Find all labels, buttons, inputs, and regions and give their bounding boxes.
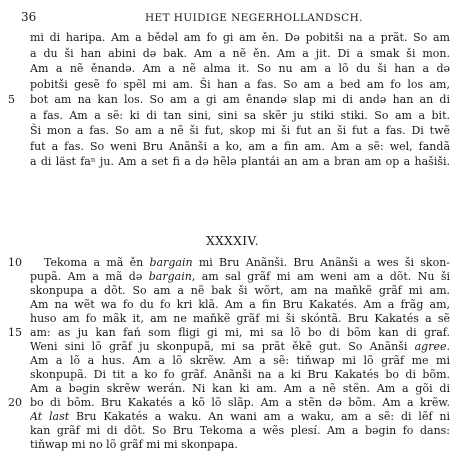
text-line: a du ši han abini də bak. Am a nẽ ěn. Am a jit. Di a smak ši mon. bbox=[30, 46, 450, 60]
text-line: Am na wẽt wa fo du fo kri klã. Am a fin Bru Kakatés. Am a frãg am, bbox=[30, 298, 450, 311]
running-head: HET HUIDIGE NEGERHOLLANDSCH. bbox=[145, 12, 363, 24]
page-number: 36 bbox=[21, 10, 37, 24]
text-line: Tekoma a mã ěn bargain mi Bru Anãnši. Bru Anãnši a wes ši skon- bbox=[44, 256, 450, 269]
text-line: Am a bəgin skrẽw werán. Ni kan ki am. Am a nẽ stẽn. Am a gõi di bbox=[30, 382, 450, 395]
text-line: bot am na kan los. So am a gi am ěnandə slap mi di andə han an di bbox=[30, 93, 450, 106]
section-heading: XXXXIV. bbox=[206, 234, 259, 248]
text-line: Ši mon a fas. So am a nẽ ši fut, skop mi ši fut an ši fut a fas. Di twẽ bbox=[30, 124, 450, 137]
line-number: 5 bbox=[8, 93, 15, 106]
text-line: tiňwap mi no lõ grãf mi mi skonpapa. bbox=[30, 438, 238, 451]
line-number: 10 bbox=[8, 256, 22, 269]
text-line: fut a fas. So weni Bru Anãnši a ko, am a fin am. Am a sẽ: wel, fandã bbox=[30, 139, 450, 153]
text-line: huso am fo mãk it, am ne maňkẽ grãf mi ši skóntã. Bru Kakatés a sẽ bbox=[30, 312, 450, 325]
line-number: 15 bbox=[8, 326, 22, 339]
text-line: kan grãf mi di dõt. So Bru Tekoma a wẽs plesí. Am a bəgin fo dans: bbox=[30, 424, 450, 437]
text-line: a fas. Am a sẽ: ki di tan sini, sini sa skẽr ju stiki stiki. So am a bit. bbox=[30, 108, 450, 122]
text-line: am: as ju kan fań som fligi gi mi, mi sa lõ bo di bõm kan di graf. bbox=[30, 326, 450, 339]
text-line: At last Bru Kakatés a waku. An wani am a waku, am a sẽ: di lẽf ni bbox=[30, 410, 450, 423]
text-line: skonpupã. Di tit a ko fo grãf. Anãnši na a ki Bru Kakatés bo di bõm. bbox=[30, 368, 450, 381]
line-number: 20 bbox=[8, 396, 22, 409]
text-line: pobitši gesẽ fo spẽl mi am. Ši han a fas. So am a bed am fo los am, bbox=[30, 77, 450, 91]
text-line: bo di bõm. Bru Kakatés a kõ lõ slãp. Am a stẽn də bõm. Am a krẽw. bbox=[30, 396, 450, 409]
text-line: pupã. Am a mã də bargain, am sal grãf mi am weni am a dõt. Nu ši bbox=[30, 270, 450, 283]
text-line: skonpupa a dõt. So am a nẽ bak ši wõrt, am na maňkẽ grãf mi am. bbox=[30, 284, 450, 297]
text-line: Weni sini lõ grãf ju skonpupã, mi sa prãt ěkẽ gut. So Anãnši agree. bbox=[30, 340, 450, 353]
text-line: Am a nẽ ěnandə. Am a nẽ alma it. So nu am a lõ du ši han a də bbox=[30, 62, 450, 75]
text-line: Am a lõ a hus. Am a lõ skrẽw. Am a sẽ: tiňwap mi lõ grãf me mi bbox=[30, 354, 450, 367]
text-line: a di läst faⁿ ju. Am a set fi a də hẽlə plantái an am a bran am op a hašiši. bbox=[30, 155, 450, 168]
text-line: mi di haripa. Am a bědəl am fo gi am ěn. Də pobitši na a prãt. So am bbox=[30, 31, 450, 44]
